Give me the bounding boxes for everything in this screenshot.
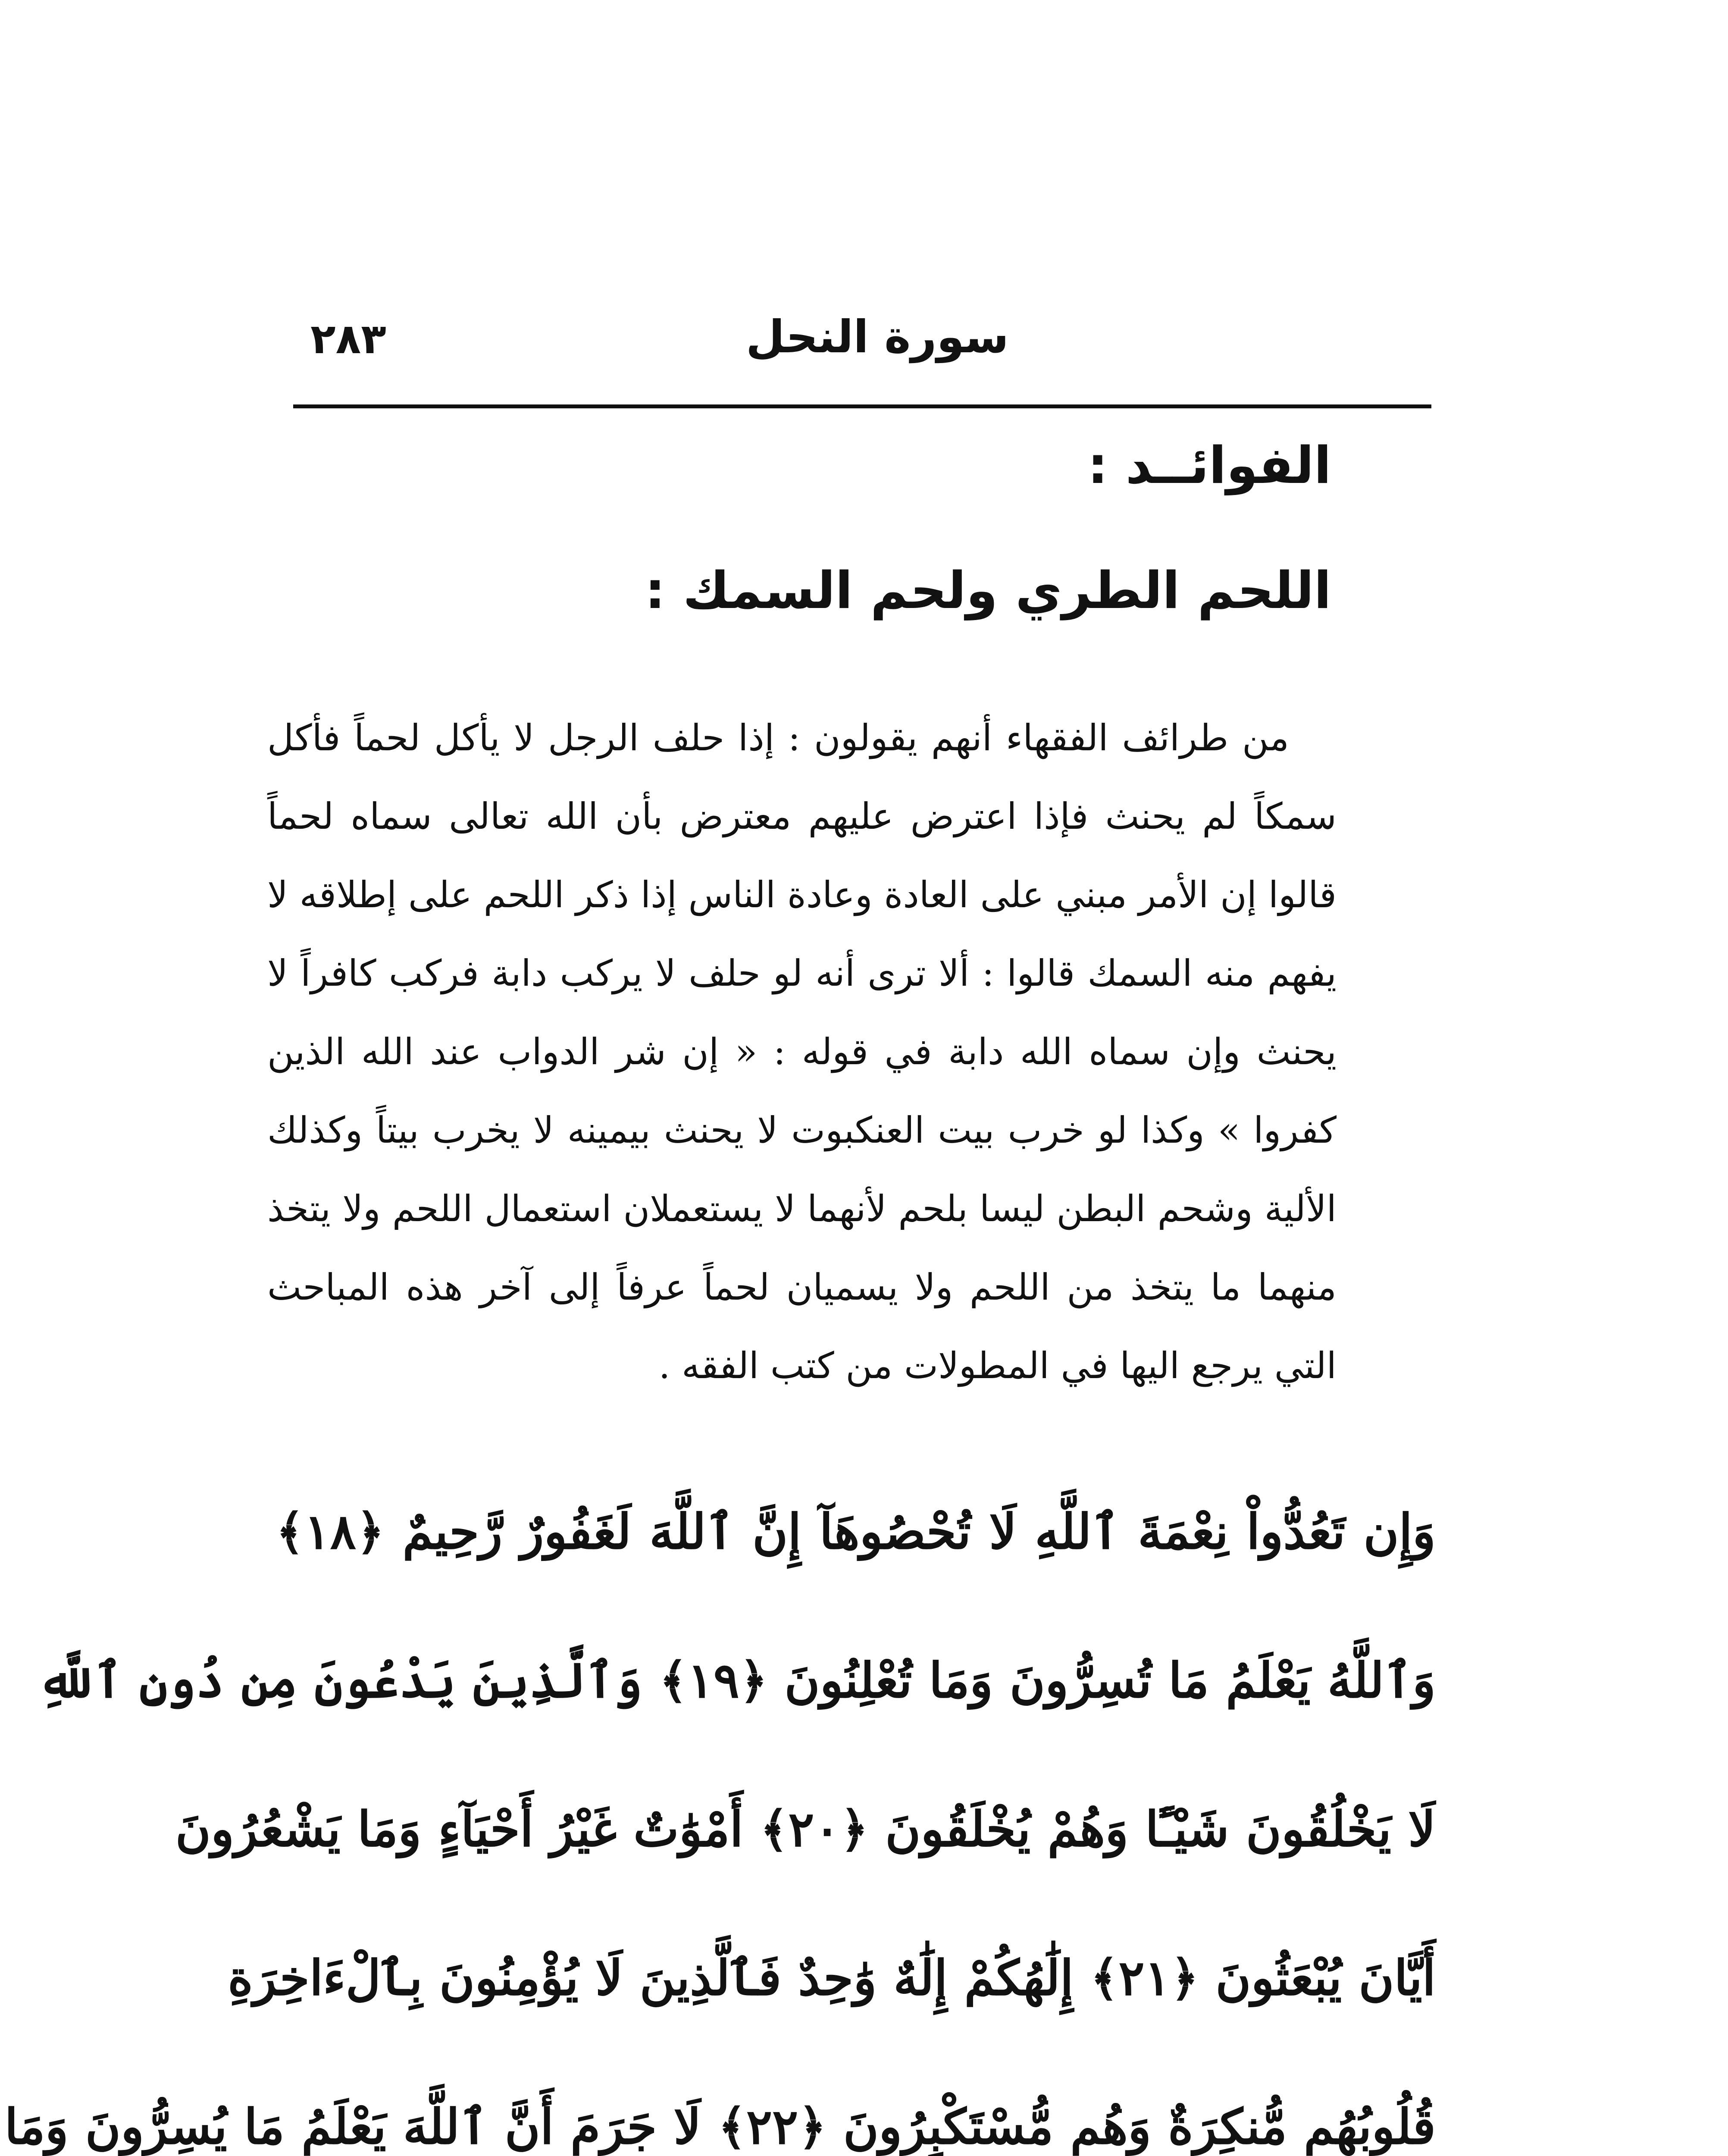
verse-line: أَيَّانَ يُبْعَثُونَ ﴿٢١﴾ إِلَٰهُكُمْ إِلَٰهٌ وَٰحِدٌ فَٱلَّذِينَ لَا يُؤْمِنُونَ بِٱلْءَاخِرَةِ bbox=[228, 1950, 1436, 2006]
verse-line: لَا يَخْلُقُونَ شَيْـًٔا وَهُمْ يُخْلَقُونَ ﴿٢٠﴾ أَمْوَٰتٌ غَيْرُ أَحْيَآءٍ وَمَا يَشْعُرُونَ bbox=[175, 1801, 1436, 1858]
quran-verses-block bbox=[4, 1457, 1436, 2156]
verse-line: وَإِن تَعُدُّواْ نِعْمَةَ ٱللَّهِ لَا تُحْصُوهَآ إِنَّ ٱللَّهَ لَغَفُورٌ رَّحِيمٌ ﴿١٨﴾ bbox=[276, 1504, 1436, 1560]
section-heading: اللحم الطري ولحم السمك : bbox=[645, 561, 1331, 620]
commentary-paragraph: من طرائف الفقهاء أنهم يقولون : إذا حلف الرجل لا يأكل لحماً فأكل سمكاً لم يحنث فإذا اعترض عليهم معترض بأن الله تعالى سماه لحماً قالوا إن الأمر مبني على العادة وعادة الناس إذا ذكر اللحم على إطلاقه لا يفهم منه السمك قالوا : ألا ترى أنه لو حلف لا يركب دابة فركب كافراً لا يحنث وإن سماه الله دابة في قوله : « إن شر الدواب عند الله الذين كفروا » وكذا لو خرب بيت العنكبوت لا يحنث بيمينه لا يخرب بيتاً وكذلك الألية وشحم البطن ليسا بلحم لأنهما لا يستعملان استعمال اللحم ولا يتخذ منهما ما يتخذ من اللحم ولا يسميان لحماً عرفاً إلى آخر هذه المباحث التي يرجع اليها في المطولات من كتب الفقه . bbox=[267, 717, 1337, 1387]
benefits-heading: الفوائــد : bbox=[1087, 436, 1331, 495]
commentary-body bbox=[267, 699, 1337, 1405]
page-number: ٢٨٣ bbox=[310, 315, 386, 363]
page-header bbox=[293, 310, 1423, 375]
verse-line: وَٱللَّهُ يَعْلَمُ مَا تُسِرُّونَ وَمَا تُعْلِنُونَ ﴿١٩﴾ وَٱلَّذِينَ يَدْعُونَ مِن دُونِ ٱللَّهِ bbox=[38, 1652, 1436, 1709]
running-title: سورة النحل bbox=[746, 310, 1009, 363]
verse-line: قُلُوبُهُم مُّنكِرَةٌ وَهُم مُّسْتَكْبِرُونَ ﴿٢٢﴾ لَا جَرَمَ أَنَّ ٱللَّهَ يَعْلَمُ مَا يُسِرُّونَ وَمَا bbox=[4, 2099, 1436, 2155]
header-divider bbox=[293, 404, 1431, 408]
